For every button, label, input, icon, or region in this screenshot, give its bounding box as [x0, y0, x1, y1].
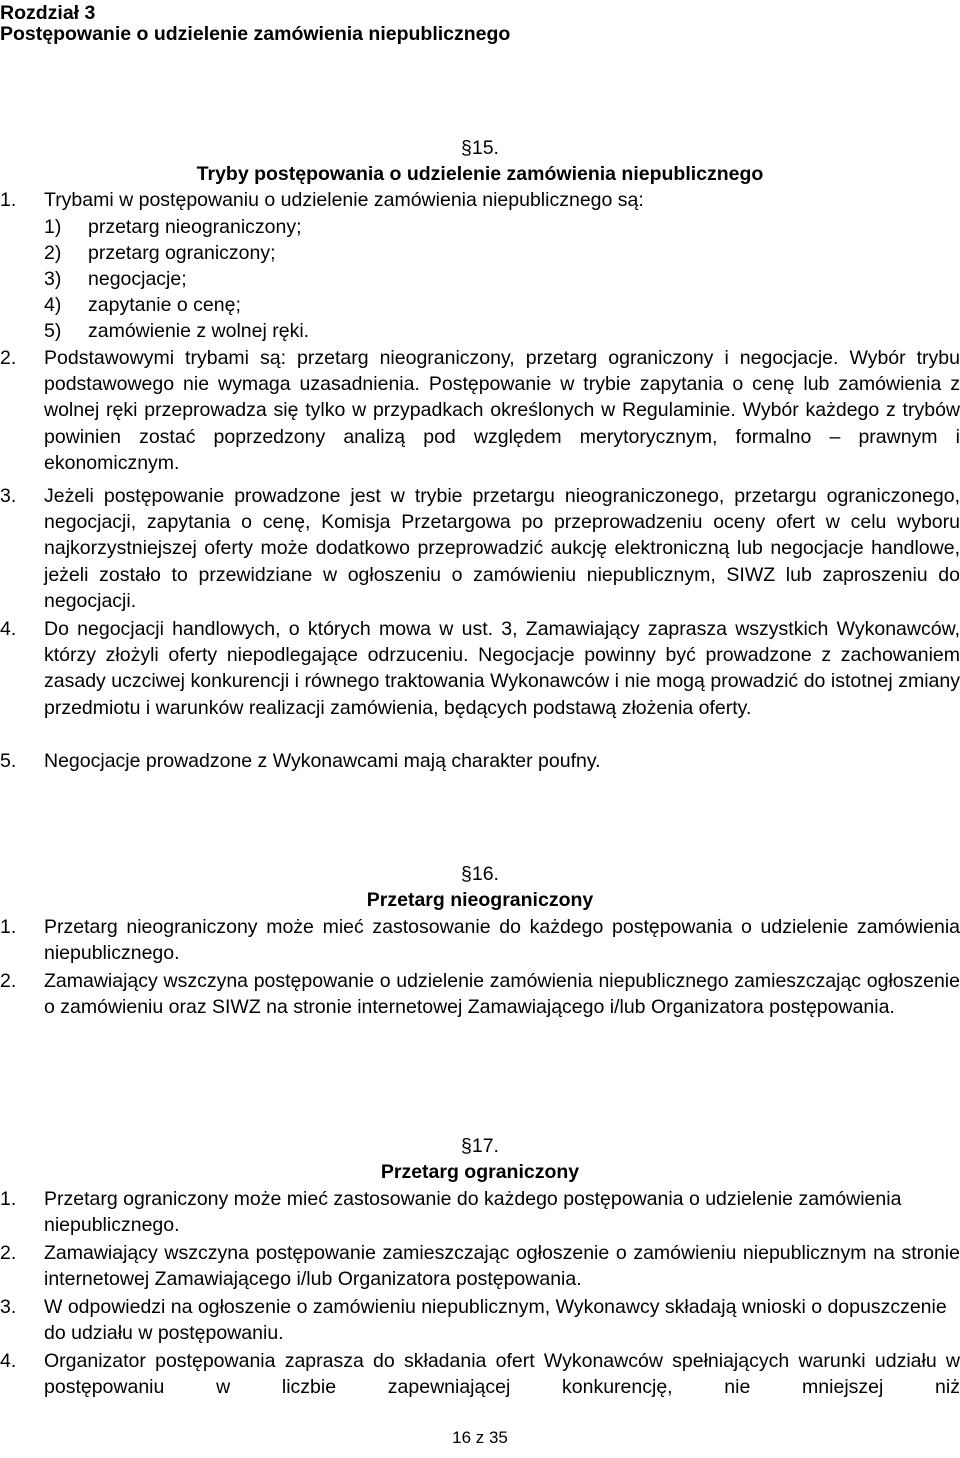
paragraph — [0, 1294, 960, 1346]
paragraph — [0, 483, 960, 614]
list-item-number: 5) — [44, 320, 62, 342]
paragraph-text: W odpowiedzi na ogłoszenie o zamówieniu niepublicznym, Wykonawcy składają wnioski o dopuszczenie do udziału w postępowaniu. — [44, 1296, 947, 1345]
paragraph-text: Przetarg nieograniczony może mieć zastosowanie do każdego postępowania o udzielenie zamówienia niepublicznego. — [44, 916, 960, 965]
section-heading: Tryby postępowania o udzielenie zamówienia niepublicznego — [196, 163, 764, 185]
paragraph-number: 3. — [0, 1296, 17, 1318]
list-item-text: zamówienie z wolnej ręki. — [88, 320, 310, 342]
section-number: §16. — [461, 863, 499, 885]
paragraph-number: 1. — [0, 916, 17, 938]
paragraph-number: 1. — [0, 189, 17, 211]
paragraph — [0, 1348, 960, 1400]
section-heading: Przetarg ograniczony — [380, 1161, 580, 1183]
list-item-text: negocjacje; — [88, 268, 187, 290]
paragraph — [0, 616, 960, 721]
paragraph-text: Podstawowymi trybami są: przetarg nieograniczony, przetarg ograniczony i negocjacje. Wybór trybu podstawowego nie wymaga uzasadnienia. Postępowanie w trybie zapytania o cenę lub zamówienia z wolnej ręki przeprowadza się tylko w przypadkach określonych w Regulaminie. Wybór każdego z trybów powinien zostać poprzedzony analizą pod względem merytorycznym, formalno – prawnym i ekonomicznym. — [44, 347, 960, 474]
list-item — [44, 240, 276, 266]
chapter-title: Postępowanie o udzielenie zamówienia niepublicznego — [0, 23, 511, 45]
paragraph-text: Jeżeli postępowanie prowadzone jest w trybie przetargu nieograniczonego, przetargu ograniczonego, negocjacji, zapytania o cenę, Komisja Przetargowa po przeprowadzeniu oceny ofert w celu wyboru najkorzystniejszej oferty może dodatkowo przeprowadzić aukcję elektroniczną lub negocjacje handlowe, jeżeli zostało to przewidziane w ogłoszeniu o zamówieniu niepublicznym, SIWZ lub zaproszeniu do negocjacji. — [44, 485, 960, 612]
paragraph-number: 5. — [0, 750, 17, 772]
paragraph-text: Zamawiający wszczyna postępowanie o udzielenie zamówienia niepublicznego zamieszczając ogłoszenie o zamówieniu oraz SIWZ na stronie internetowej Zamawiającego i/lub Organizatora postępowania. — [44, 970, 960, 1019]
paragraph — [0, 1240, 960, 1292]
paragraph-number: 4. — [0, 1350, 17, 1372]
paragraph — [0, 914, 960, 966]
list-item — [44, 214, 302, 240]
list-item — [44, 266, 187, 292]
paragraph-number: 2. — [0, 1242, 17, 1264]
paragraph-text: Trybami w postępowaniu o udzielenie zamówienia niepublicznego są: — [44, 189, 644, 211]
list-item-text: przetarg ograniczony; — [88, 242, 276, 264]
paragraph-text: Do negocjacji handlowych, o których mowa w ust. 3, Zamawiający zaprasza wszystkich Wykonawców, którzy złożyli oferty niepodlegające odrzuceniu. Negocjacje powinny być prowadzone z zachowaniem zasady uczciwej konkurencji i równego traktowania Wykonawców i nie mogą prowadzić do istotnej zmiany przedmiotu i warunków realizacji zamówienia, będących podstawą złożenia oferty. — [44, 618, 960, 719]
paragraph-number: 2. — [0, 347, 17, 369]
list-item-text: zapytanie o cenę; — [88, 294, 241, 316]
list-item-number: 2) — [44, 242, 62, 264]
paragraph — [0, 345, 960, 476]
paragraph-text: Negocjacje prowadzone z Wykonawcami mają charakter poufny. — [44, 750, 601, 772]
list-item-text: przetarg nieograniczony; — [88, 216, 302, 238]
paragraph-number: 4. — [0, 618, 17, 640]
page-number: 16 z 35 — [452, 1428, 508, 1447]
paragraph — [0, 187, 960, 213]
paragraph — [0, 748, 960, 774]
paragraph-number: 3. — [0, 485, 17, 507]
section-number: §15. — [461, 137, 499, 159]
paragraph-number: 1. — [0, 1188, 17, 1210]
paragraph-number: 2. — [0, 970, 17, 992]
section-heading: Przetarg nieograniczony — [366, 889, 594, 911]
list-item-number: 1) — [44, 216, 62, 238]
section-number: §17. — [461, 1135, 499, 1157]
list-item — [44, 318, 309, 344]
paragraph — [0, 1186, 960, 1238]
list-item — [44, 292, 241, 318]
paragraph — [0, 968, 960, 1020]
paragraph-text: Przetarg ograniczony może mieć zastosowanie do każdego postępowania o udzielenie zamówienia niepublicznego. — [44, 1188, 902, 1237]
chapter-label: Rozdział 3 — [0, 2, 96, 24]
list-item-number: 4) — [44, 294, 62, 316]
paragraph-text: Zamawiający wszczyna postępowanie zamieszczając ogłoszenie o zamówieniu niepublicznym na stronie internetowej Zamawiającego i/lub Organizatora postępowania. — [44, 1242, 960, 1291]
list-item-number: 3) — [44, 268, 62, 290]
paragraph-text: Organizator postępowania zaprasza do składania ofert Wykonawców spełniających warunki udziału w postępowaniu w liczbie zapewniającej konkurencję, nie mniejszej niż — [44, 1350, 960, 1399]
